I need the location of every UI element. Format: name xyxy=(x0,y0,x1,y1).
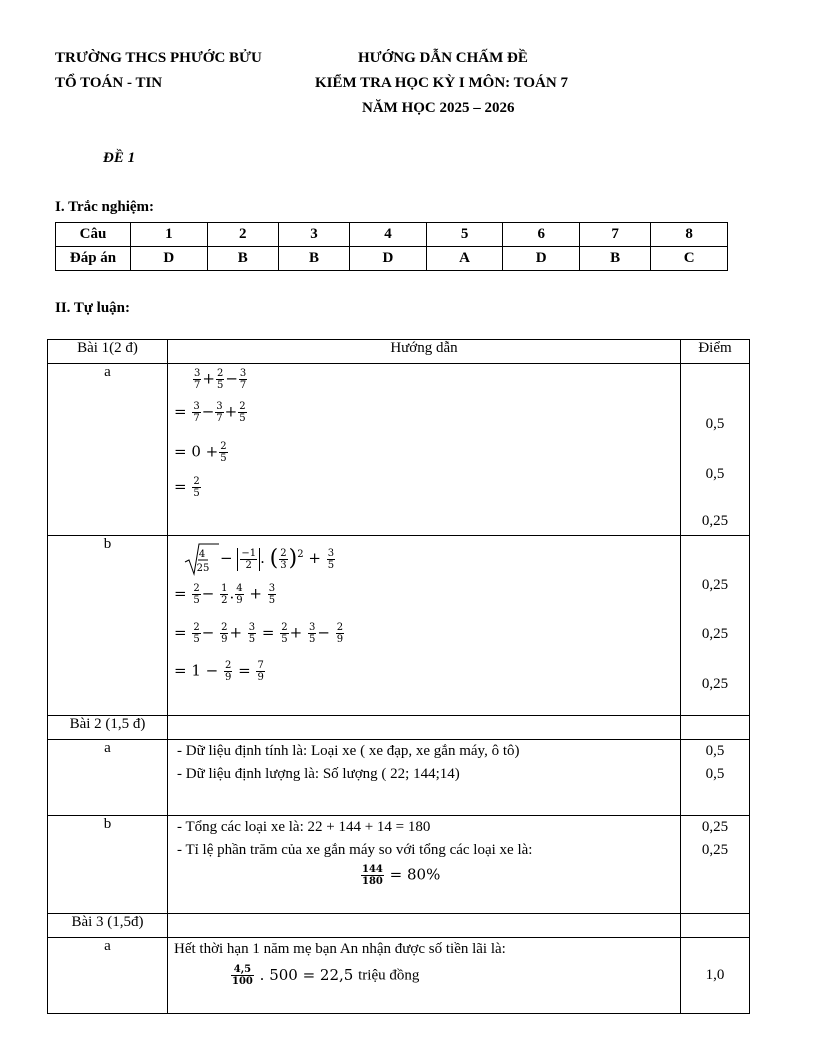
guide-line: - Tổng các loại xe là: 22 + 144 + 14 = 180 xyxy=(177,819,431,835)
score-header: Điểm xyxy=(681,340,750,364)
answer-cell: B xyxy=(278,247,349,271)
table-row xyxy=(48,740,750,816)
solution-2a xyxy=(168,740,681,816)
score-cell xyxy=(681,364,750,536)
score-value: 0,5 xyxy=(705,743,725,759)
score-value: 0,5 xyxy=(705,466,725,482)
question-number: 2 xyxy=(207,223,278,247)
table-row xyxy=(48,938,750,1014)
solution-3a: Hết thời hạn 1 năm mẹ bạn An nhận được số tiền lãi là: $\frac{4,5}{100}$ . 500 = 22,5 triệu đồng xyxy=(168,938,681,1014)
score-value: 0,25 xyxy=(701,577,729,593)
school-year: NĂM HỌC 2025 – 2026 xyxy=(362,100,515,116)
answer-cell: B xyxy=(207,247,278,271)
score-cell xyxy=(681,938,750,1014)
answer-cell: C xyxy=(651,247,728,271)
guide-line: - Dữ liệu định lượng là: Số lượng ( 22; 144;14) xyxy=(177,766,460,782)
score-value: 0,25 xyxy=(701,842,729,858)
question-header: Câu xyxy=(56,223,131,247)
svg-text:25: 25 xyxy=(196,563,210,574)
guide-line: Hết thời hạn 1 năm mẹ bạn An nhận được số tiền lãi là: xyxy=(174,941,506,957)
score-cell xyxy=(681,740,750,816)
task-label: b xyxy=(48,816,168,914)
score-value: 0,25 xyxy=(701,626,729,642)
table-row xyxy=(48,914,750,938)
score-value: 0,5 xyxy=(705,416,725,432)
score-cell xyxy=(681,816,750,914)
answer-cell: A xyxy=(426,247,503,271)
solution-1b: 4 25 − $\frac{-1}{2}$ . ( $\frac{2}{3}$ )$^2$ + $\frac{3}{5}$ = $\frac{2}{5}$ − $\frac{1}{2}$ . $\frac{4}{9}$ + $\frac{3}{5}$ = $\frac{2}{5}$ − $\frac{2}{9}$ + $\frac{3}{5}$ = $\frac{2}{5}$ + $\frac{3}{5}$ − $\frac{2}{9}$ = 1 − $\frac{2}{9}$ = $\frac{7}{9}$ xyxy=(168,536,681,716)
part1-heading: I. Trắc nghiệm: xyxy=(55,199,155,215)
answer-header: Đáp án xyxy=(56,247,131,271)
guide-line: - Dữ liệu định tính là: Loại xe ( xe đạp, xe gắn máy, ô tô) xyxy=(177,743,520,759)
table-row xyxy=(48,716,750,740)
school-name: TRƯỜNG THCS PHƯỚC BỬU xyxy=(55,50,262,66)
task-title: Bài 2 (1,5 đ) xyxy=(48,716,168,740)
task-title: Bài 3 (1,5đ) xyxy=(48,914,168,938)
question-row xyxy=(56,223,728,247)
answer-cell: D xyxy=(350,247,427,271)
table-row xyxy=(48,536,750,716)
question-number: 7 xyxy=(580,223,651,247)
question-number: 4 xyxy=(350,223,427,247)
question-number: 5 xyxy=(426,223,503,247)
task-label: a xyxy=(48,740,168,816)
task-label: a xyxy=(48,364,168,536)
solution-2b: - Tổng các loại xe là: 22 + 144 + 14 = 180 - Tỉ lệ phần trăm của xe gắn máy so với tổng các loại xe là: $\frac{144}{180}$ = 80% xyxy=(168,816,681,914)
score-value: 0,25 xyxy=(701,819,729,835)
part2-heading: II. Tự luận: xyxy=(55,300,131,316)
score-value: 0,25 xyxy=(701,676,729,692)
table-row xyxy=(48,816,750,914)
solution-1a: $\frac{3}{7}$ + $\frac{2}{5}$ − $\frac{3}{7}$ = $\frac{3}{7}$ − $\frac{3}{7}$ + $\frac{2}{5}$ = 0 + $\frac{2}{5}$ = $\frac{2}{5}$ xyxy=(168,364,681,536)
question-number: 6 xyxy=(503,223,580,247)
table-header-row xyxy=(48,340,750,364)
question-number: 8 xyxy=(651,223,728,247)
question-number: 1 xyxy=(131,223,208,247)
score-value: 0,25 xyxy=(701,513,729,529)
task-header: Bài 1(2 đ) xyxy=(48,340,168,364)
score-value: 0,5 xyxy=(705,766,725,782)
score-cell xyxy=(681,536,750,716)
guide-header: Hướng dẫn xyxy=(168,340,681,364)
answer-table xyxy=(55,222,728,271)
table-row xyxy=(48,364,750,536)
grading-table xyxy=(47,339,750,1014)
doc-subtitle: KIỂM TRA HỌC KỲ I MÔN: TOÁN 7 xyxy=(315,75,568,91)
task-label: a xyxy=(48,938,168,1014)
doc-title: HƯỚNG DẪN CHẤM ĐỀ xyxy=(358,50,528,66)
answer-cell: D xyxy=(131,247,208,271)
answer-row xyxy=(56,247,728,271)
score-value: 1,0 xyxy=(705,967,725,983)
task-label: b xyxy=(48,536,168,716)
svg-text:4: 4 xyxy=(198,549,206,560)
sqrt-symbol xyxy=(184,542,220,576)
department-name: TỔ TOÁN - TIN xyxy=(55,75,163,91)
question-number: 3 xyxy=(278,223,349,247)
answer-cell: B xyxy=(580,247,651,271)
exam-code: ĐỀ 1 xyxy=(103,150,136,166)
answer-cell: D xyxy=(503,247,580,271)
guide-line: - Tỉ lệ phần trăm của xe gắn máy so với tổng các loại xe là: xyxy=(177,842,533,858)
